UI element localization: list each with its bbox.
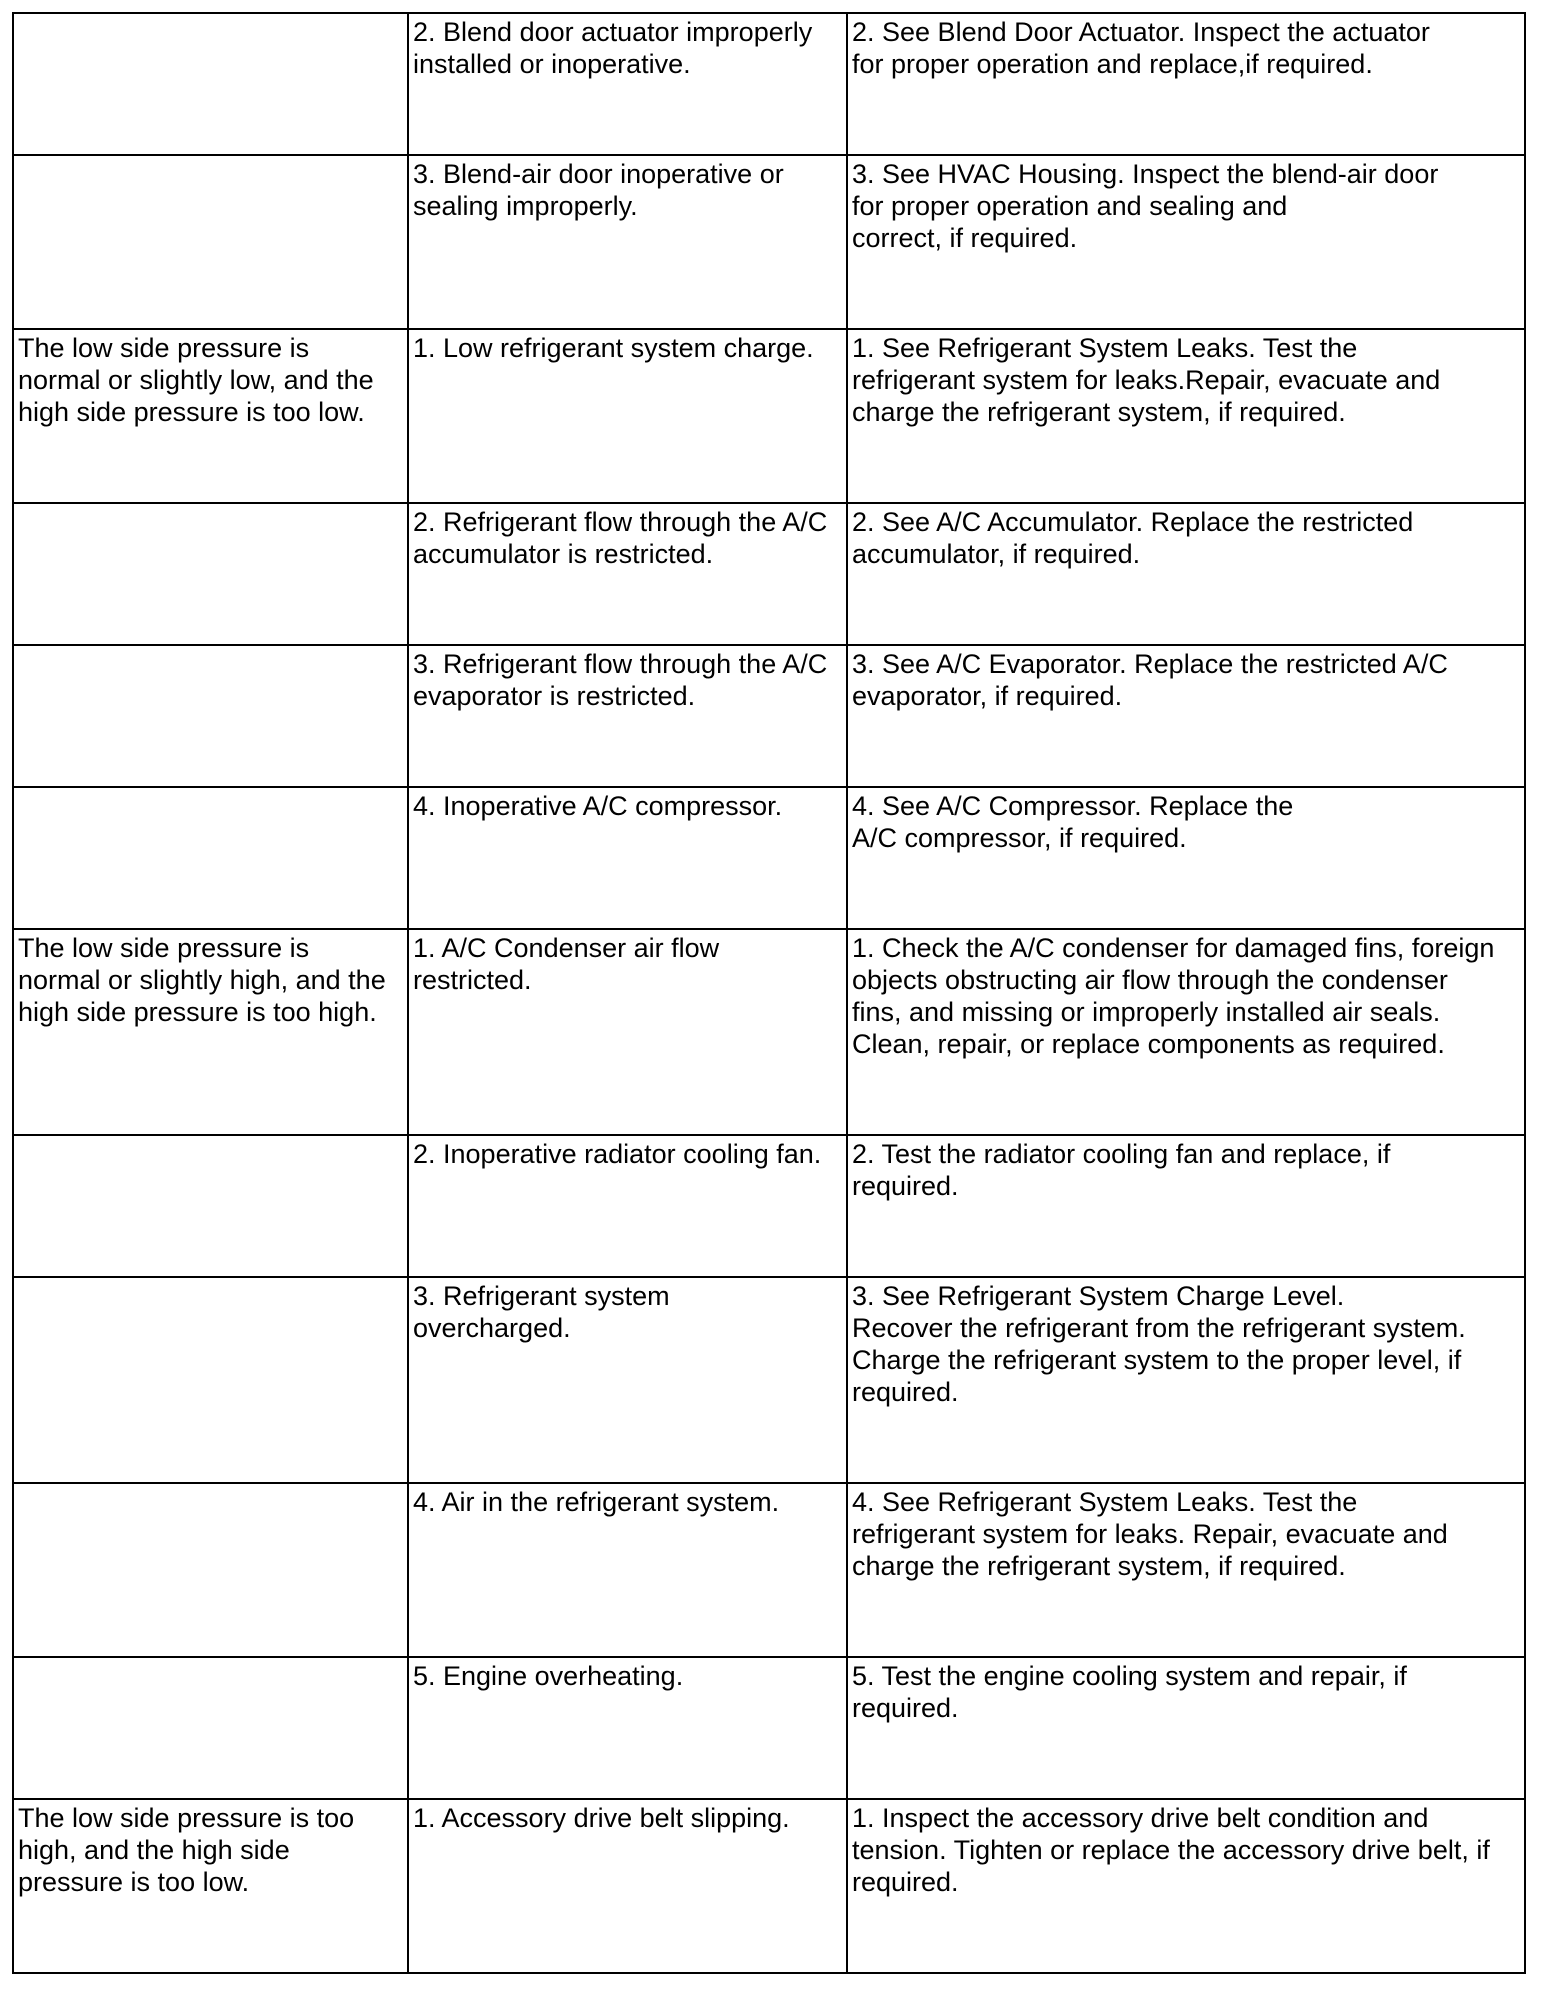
table-row <box>13 787 1525 929</box>
table-row <box>13 645 1525 787</box>
cause-cell: 2. Refrigerant flow through the A/C accumulator is restricted. <box>408 503 847 645</box>
action-cell: 2. See Blend Door Actuator. Inspect the actuator for proper operation and replace,if required. <box>847 13 1525 155</box>
cause-cell: 1. A/C Condenser air flow restricted. <box>408 929 847 1135</box>
condition-cell: The low side pressure is too high, and the high side pressure is too low. <box>13 1799 408 1973</box>
table-row <box>13 929 1525 1135</box>
cause-cell: 2. Blend door actuator improperly installed or inoperative. <box>408 13 847 155</box>
cause-cell: 2. Inoperative radiator cooling fan. <box>408 1135 847 1277</box>
action-cell: 2. Test the radiator cooling fan and replace, if required. <box>847 1135 1525 1277</box>
table-row <box>13 1657 1525 1799</box>
action-cell: 3. See Refrigerant System Charge Level. Recover the refrigerant from the refrigerant system. Charge the refrigerant system to the proper level, if required. <box>847 1277 1525 1483</box>
condition-cell: The low side pressure is normal or slightly high, and the high side pressure is too high. <box>13 929 408 1135</box>
condition-cell <box>13 1277 408 1483</box>
table-row <box>13 155 1525 329</box>
condition-cell: The low side pressure is normal or slightly low, and the high side pressure is too low. <box>13 329 408 503</box>
action-cell: 1. Inspect the accessory drive belt condition and tension. Tighten or replace the accessory drive belt, if required. <box>847 1799 1525 1973</box>
action-cell: 5. Test the engine cooling system and repair, if required. <box>847 1657 1525 1799</box>
action-cell: 3. See HVAC Housing. Inspect the blend-air door for proper operation and sealing and correct, if required. <box>847 155 1525 329</box>
action-cell: 4. See A/C Compressor. Replace the A/C compressor, if required. <box>847 787 1525 929</box>
condition-cell <box>13 1483 408 1657</box>
condition-cell <box>13 787 408 929</box>
condition-cell <box>13 155 408 329</box>
cause-cell: 5. Engine overheating. <box>408 1657 847 1799</box>
table-row <box>13 13 1525 155</box>
action-cell: 4. See Refrigerant System Leaks. Test the refrigerant system for leaks. Repair, evacuate and charge the refrigerant system, if required. <box>847 1483 1525 1657</box>
diagnostic-table <box>12 12 1526 1974</box>
cause-cell: 1. Accessory drive belt slipping. <box>408 1799 847 1973</box>
condition-cell <box>13 13 408 155</box>
table-row <box>13 1135 1525 1277</box>
table-row <box>13 329 1525 503</box>
action-cell: 1. Check the A/C condenser for damaged fins, foreign objects obstructing air flow through the condenser fins, and missing or improperly installed air seals. Clean, repair, or replace components as required. <box>847 929 1525 1135</box>
action-cell: 1. See Refrigerant System Leaks. Test the refrigerant system for leaks.Repair, evacuate and charge the refrigerant system, if required. <box>847 329 1525 503</box>
cause-cell: 1. Low refrigerant system charge. <box>408 329 847 503</box>
cause-cell: 3. Refrigerant flow through the A/C evaporator is restricted. <box>408 645 847 787</box>
table-row <box>13 1277 1525 1483</box>
cause-cell: 4. Air in the refrigerant system. <box>408 1483 847 1657</box>
cause-cell: 3. Refrigerant system overcharged. <box>408 1277 847 1483</box>
action-cell: 3. See A/C Evaporator. Replace the restricted A/C evaporator, if required. <box>847 645 1525 787</box>
condition-cell <box>13 645 408 787</box>
cause-cell: 3. Blend-air door inoperative or sealing improperly. <box>408 155 847 329</box>
condition-cell <box>13 503 408 645</box>
condition-cell <box>13 1657 408 1799</box>
action-cell: 2. See A/C Accumulator. Replace the restricted accumulator, if required. <box>847 503 1525 645</box>
table-row <box>13 503 1525 645</box>
cause-cell: 4. Inoperative A/C compressor. <box>408 787 847 929</box>
table-row <box>13 1483 1525 1657</box>
table-row <box>13 1799 1525 1973</box>
condition-cell <box>13 1135 408 1277</box>
